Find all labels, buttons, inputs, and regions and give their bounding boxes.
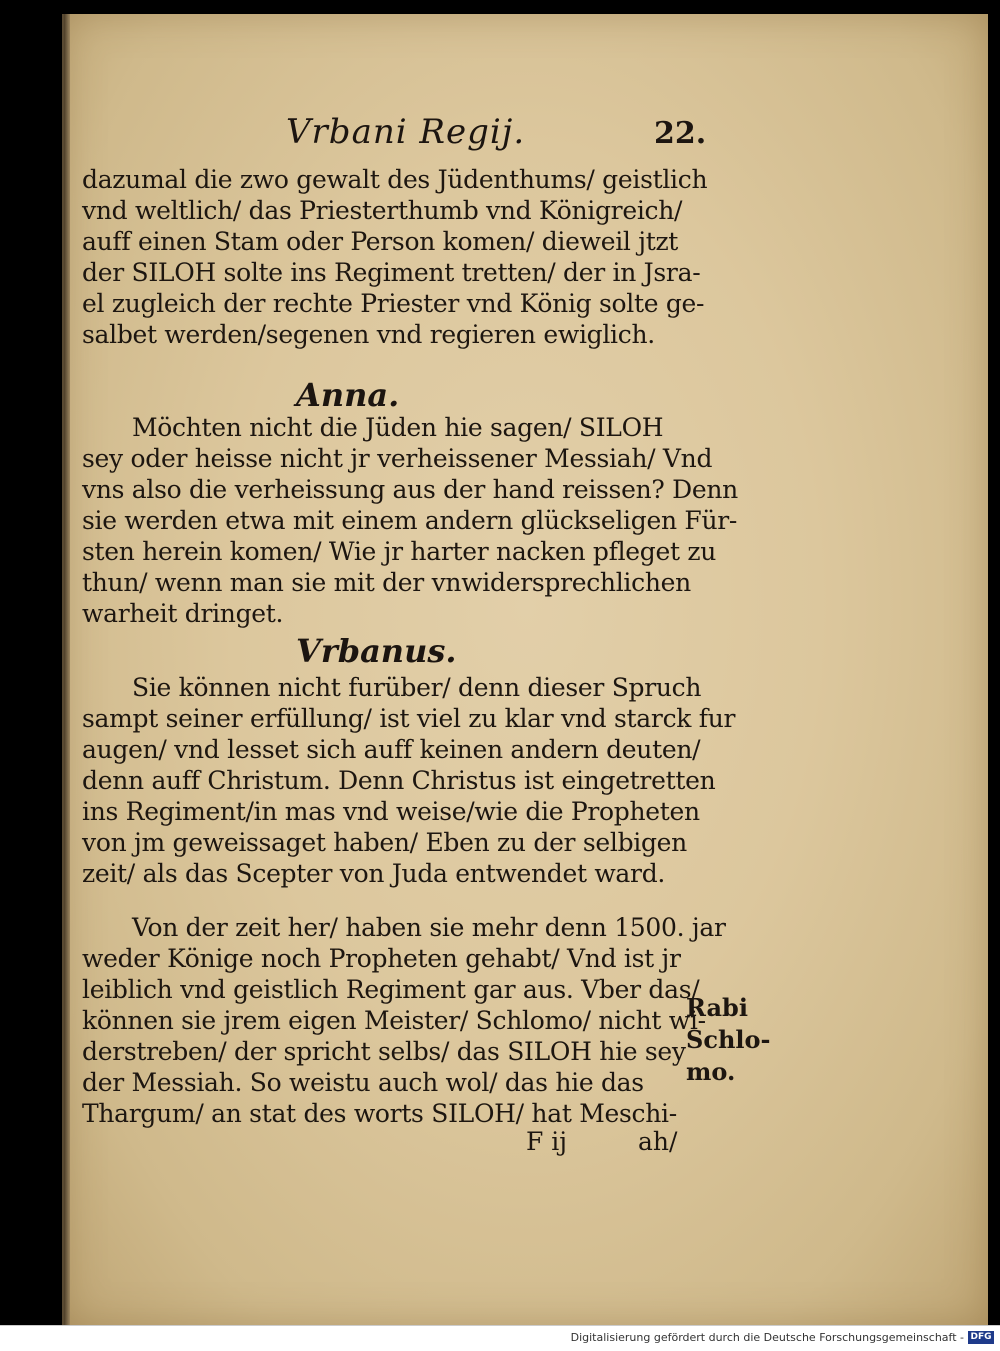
text-line: sie werden etwa mit einem andern glückseligen Für- [82,506,738,535]
text-line: Möchten nicht die Jüden hie sagen/ SILOH [132,413,664,442]
paragraph-3 [82,672,736,889]
signature-mark: F ij [526,1127,568,1156]
paragraph-1 [82,164,708,350]
folio-number: 22. [654,116,707,151]
text-line: weder Könige noch Propheten gehabt/ Vnd ist jr [82,944,681,973]
marginal-note [686,992,770,1088]
text-line: augen/ vnd lesset sich auff keinen andern deuten/ [82,735,701,764]
text-line: zeit/ als das Scepter von Juda entwendet ward. [82,859,666,888]
footer-bar [0,1325,1000,1351]
text-line: derstreben/ der spricht selbs/ das SILOH hie sey [82,1037,686,1066]
text-line: el zugleich der rechte Priester vnd König solte ge- [82,289,705,318]
text-line: dazumal die zwo gewalt des Jüdenthums/ geistlich [82,165,708,194]
text-line: der SILOH solte ins Regiment tretten/ der in Jsra- [82,258,701,287]
text-line: Sie können nicht furüber/ denn dieser Spruch [132,673,702,702]
text-line: können sie jrem eigen Meister/ Schlomo/ nicht wi- [82,1006,706,1035]
marginal-note-line: Schlo- [686,1025,771,1054]
text-line: warheit dringet. [82,599,284,628]
catchword: ah/ [638,1127,678,1156]
running-header: Vrbani Regij. [286,112,526,152]
dfg-logo-icon[interactable]: DFG [968,1331,994,1344]
text-line: salbet werden/segenen vnd regieren ewiglich. [82,320,655,349]
text-line: leiblich vnd geistlich Regiment gar aus. Vber das/ [82,975,700,1004]
text-line: von jm geweissaget haben/ Eben zu der selbigen [82,828,687,857]
text-line: Von der zeit her/ haben sie mehr denn 1500. jar [132,913,726,942]
text-line: denn auff Christum. Denn Christus ist eingetretten [82,766,716,795]
text-line: thun/ wenn man sie mit der vnwidersprechlichen [82,568,691,597]
text-line: vnd weltlich/ das Priesterthumb vnd Königreich/ [82,196,683,225]
text-line: Thargum/ an stat des worts SILOH/ hat Meschi- [82,1099,677,1128]
page-binding-edge [64,14,70,1326]
speaker-heading-anna: Anna. [296,376,400,414]
book-page [62,14,988,1326]
text-line: der Messiah. So weistu auch wol/ das hie das [82,1068,644,1097]
marginal-note-line: mo. [686,1057,736,1086]
text-line: sampt seiner erfüllung/ ist viel zu klar vnd starck fur [82,704,736,733]
text-line: auff einen Stam oder Person komen/ dieweil jtzt [82,227,679,256]
paragraph-2 [82,412,738,629]
text-line: ins Regiment/in mas vnd weise/wie die Propheten [82,797,700,826]
speaker-heading-urbanus: Vrbanus. [296,632,457,670]
text-line: sey oder heisse nicht jr verheissener Messiah/ Vnd [82,444,713,473]
text-line: sten herein komen/ Wie jr harter nacken pfleget zu [82,537,717,566]
text-line: vns also die verheissung aus der hand reissen? Denn [82,475,738,504]
marginal-note-line: Rabi [686,993,748,1022]
funding-credit: Digitalisierung gefördert durch die Deutsche Forschungsgemeinschaft - [570,1331,964,1344]
